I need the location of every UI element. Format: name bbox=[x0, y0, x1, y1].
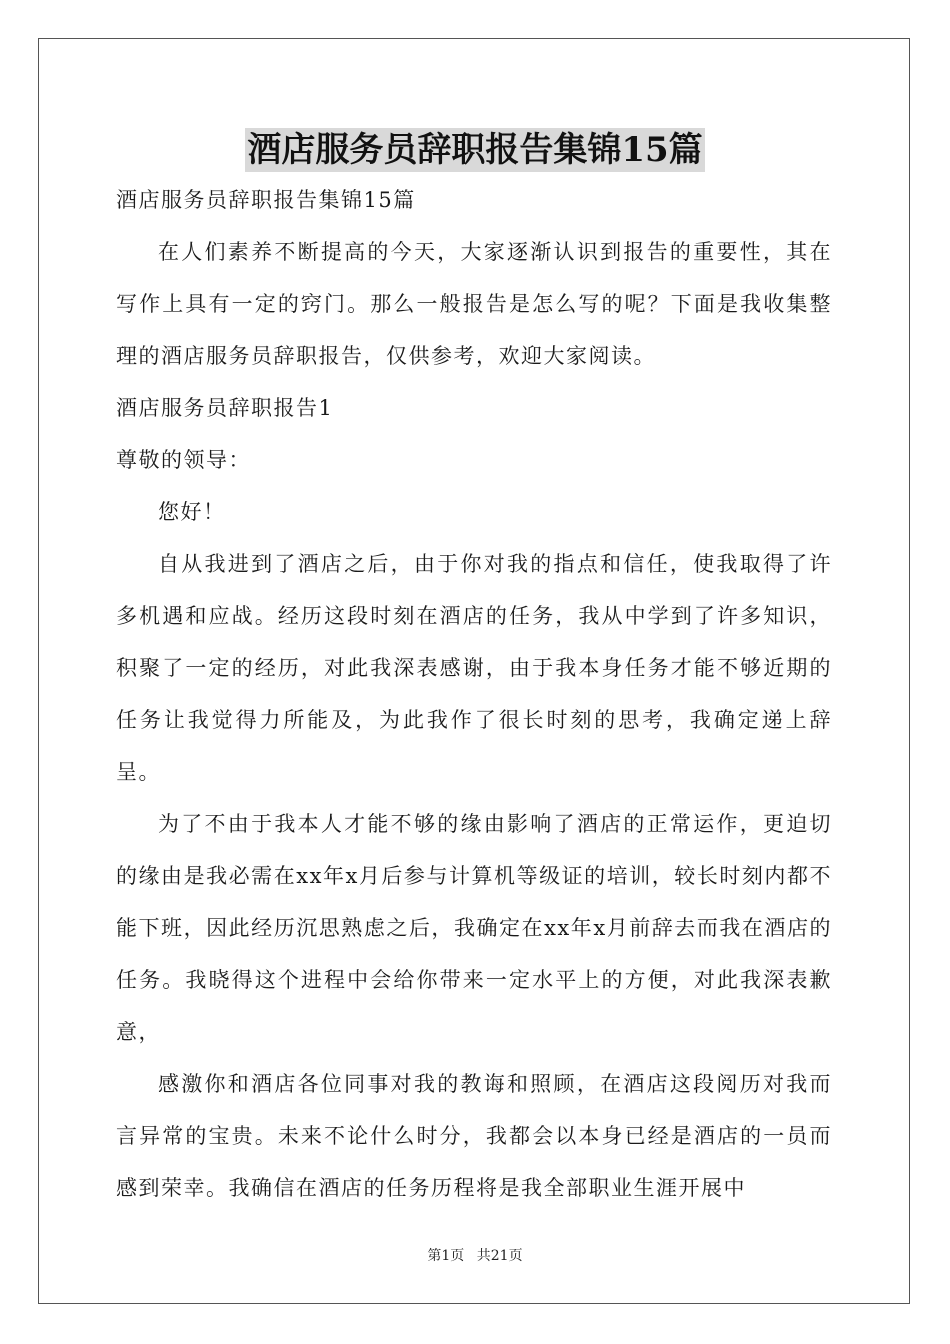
document-title-text: 酒店服务员辞职报告集锦15篇 bbox=[247, 130, 703, 170]
paragraph-body-3: 感激你和酒店各位同事对我的教诲和照顾，在酒店这段阅历对我而言异常的宝贵。未来不论什么时分，我都会以本身已经是酒店的一员而感到荣幸。我确信在酒店的任务历程将是我全部职业生涯开展中 bbox=[116, 1072, 832, 1200]
paragraph-salutation: 尊敬的领导： bbox=[116, 448, 251, 472]
paragraph-body-1: 自从我进到了酒店之后，由于你对我的指点和信任，使我取得了许多机遇和应战。经历这段时刻在酒店的任务，我从中学到了许多知识，积聚了一定的经历，对此我深表感谢，由于我本身任务才能不够近期的任务让我觉得力所能及，为此我作了很长时刻的思考，我确定递上辞呈。 bbox=[116, 552, 832, 784]
paragraph-greeting: 您好！ bbox=[158, 500, 226, 524]
paragraph-section-heading: 酒店服务员辞职报告1 bbox=[116, 396, 334, 420]
paragraph-body-2: 为了不由于我本人才能不够的缘由影响了酒店的正常运作，更迫切的缘由是我必需在xx年x月后参与计算机等级证的培训，较长时刻内都不能下班，因此经历沉思熟虑之后，我确定在xx年x月前辞去而我在酒店的任务。我晓得这个进程中会给你带来一定水平上的方便，对此我深表歉意， bbox=[116, 812, 832, 1044]
document-title bbox=[0, 128, 950, 172]
page-footer bbox=[0, 1246, 950, 1266]
document-body bbox=[116, 174, 832, 1214]
paragraph-intro: 在人们素养不断提高的今天，大家逐渐认识到报告的重要性，其在写作上具有一定的窍门。那么一般报告是怎么写的呢？下面是我收集整理的酒店服务员辞职报告，仅供参考，欢迎大家阅读。 bbox=[116, 240, 832, 368]
page-total: 共21页 bbox=[476, 1248, 523, 1264]
page-number: 第1页 bbox=[427, 1248, 465, 1264]
paragraph-subtitle: 酒店服务员辞职报告集锦15篇 bbox=[116, 188, 416, 212]
